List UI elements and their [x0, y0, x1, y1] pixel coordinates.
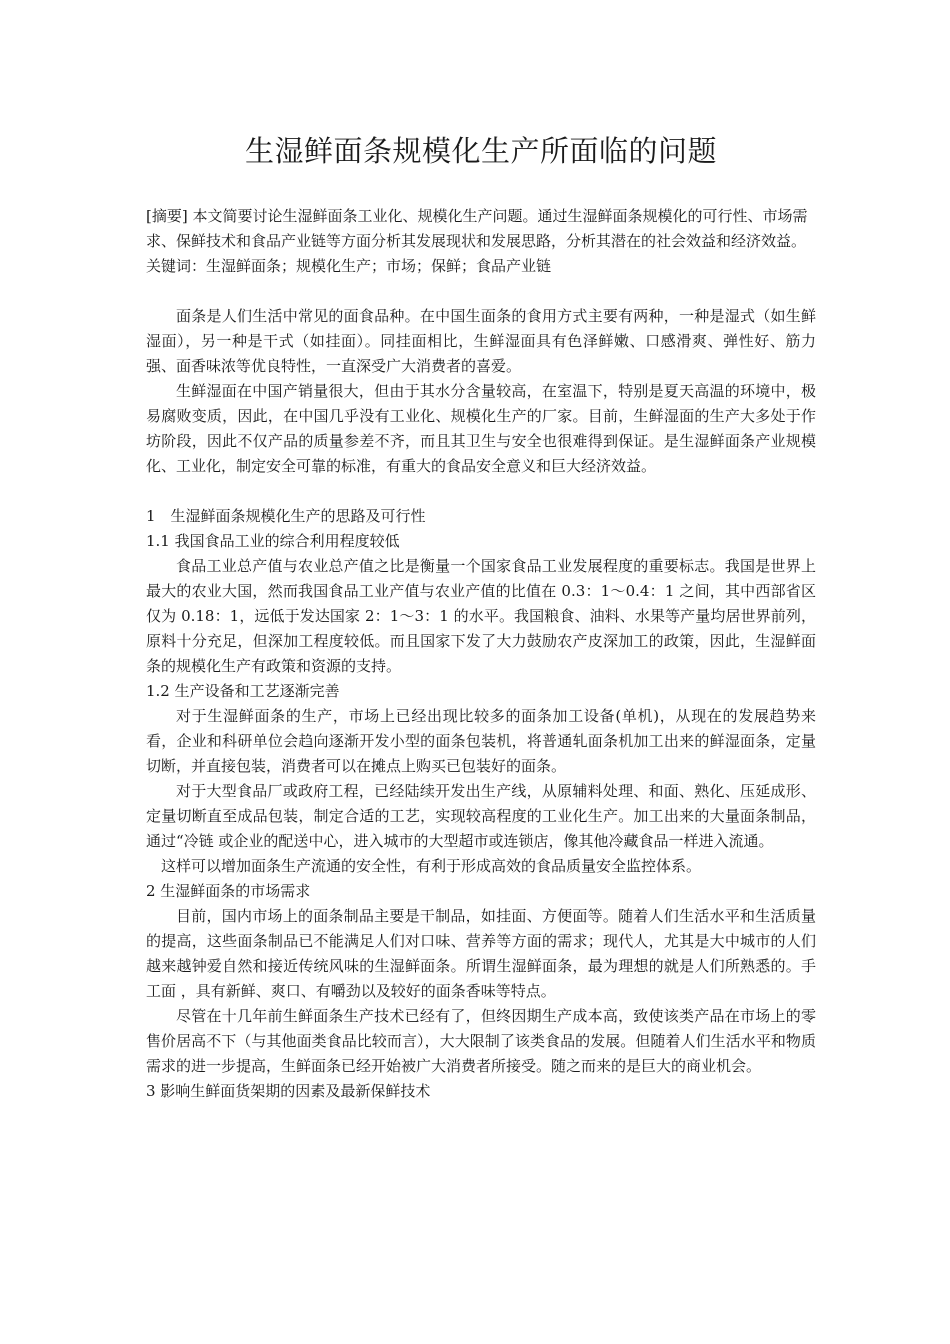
section-1-2-closing: 这样可以增加面条生产流通的安全性，有利于形成高效的食品质量安全监控体系。	[161, 857, 702, 875]
intro-paragraph-1: 面条是人们生活中常见的面食品种。在中国生面条的食用方式主要有两种，一种是湿式（如生鲜湿面），另一种是干式（如挂面）。同挂面相比，生鲜湿面具有色泽鲜嫩、口感滑爽、弹性好、筋力强、面香味浓等优良特性，一直深受广大消费者的喜爱。	[146, 307, 816, 375]
section-2-paragraph-1: 目前，国内市场上的面条制品主要是干制品，如挂面、方便面等。随着人们生活水平和生活质量的提高，这些面条制品已不能满足人们对口味、营养等方面的需求；现代人，尤其是大中城市的人们越来越钟爱自然和接近传统风味的生湿鲜面条。所谓生湿鲜面条，最为理想的就是人们所熟悉的。手工面 ，具有新鲜、爽口、有嚼劲以及较好的面条香味等特点。	[146, 907, 816, 1000]
section-2-heading: 2 生湿鲜面条的市场需求	[146, 882, 311, 900]
section-3-heading: 3 影响生鲜面货架期的因素及最新保鲜技术	[146, 1082, 431, 1100]
section-spacer	[146, 479, 816, 504]
document-page	[146, 128, 816, 1104]
document-title: 生湿鲜面条规模化生产所面临的问题	[244, 134, 717, 168]
section-1-2-paragraph-1: 对于生湿鲜面条的生产，市场上已经出现比较多的面条加工设备(单机)，从现在的发展趋势来看，企业和科研单位会趋向逐渐开发小型的面条包装机，将普通轧面条机加工出来的鲜湿面条，定量切断，并直接包装，消费者可以在摊点上购买已包装好的面条。	[146, 707, 816, 775]
section-1-2-paragraph-2: 对于大型食品厂或政府工程，已经陆续开发出生产线，从原辅料处理、和面、熟化、压延成形、定量切断直至成品包装，制定合适的工艺，实现较高程度的工业化生产。加工出来的大量面条制品，通过“冷链 或企业的配送中心，进入城市的大型超市或连锁店，像其他冷藏食品一样进入流通。	[146, 782, 816, 850]
intro-paragraph-2: 生鲜湿面在中国产销量很大，但由于其水分含量较高，在室温下，特别是夏天高温的环境中，极易腐败变质，因此，在中国几乎没有工业化、规模化生产的厂家。目前，生鲜湿面的生产大多处于作坊阶段，因此不仅产品的质量参差不齐，而且其卫生与安全也很难得到保证。是生湿鲜面条产业规模化、工业化，制定安全可靠的标准，有重大的食品安全意义和巨大经济效益。	[146, 382, 816, 475]
section-2-paragraph-2: 尽管在十几年前生鲜面条生产技术已经有了，但终因期生产成本高，致使该类产品在市场上的零售价居高不下（与其他面类食品比较而言），大大限制了该类食品的发展。但随着人们生活水平和物质需求的进一步提高，生鲜面条已经开始被广大消费者所接受。随之而来的是巨大的商业机会。	[146, 1007, 816, 1075]
section-1-1-heading: 1.1 我国食品工业的综合利用程度较低	[146, 532, 400, 550]
abstract: [摘要] 本文简要讨论生湿鲜面条工业化、规模化生产问题。通过生湿鲜面条规模化的可行性、市场需求、保鲜技术和食品产业链等方面分析其发展现状和发展思路，分析其潜在的社会效益和经济效益。	[146, 207, 808, 250]
keywords: 关键词：生湿鲜面条；规模化生产；市场；保鲜；食品产业链	[146, 257, 552, 275]
section-1-1-paragraph: 食品工业总产值与农业总产值之比是衡量一个国家食品工业发展程度的重要标志。我国是世界上最大的农业大国，然而我国食品工业产值与农业产值的比值在 0.3：1～0.4：1 之间，其中西部省区仅为 0.18：1，远低于发达国家 2：1～3：1 的水平。我国粮食、油料、水果等产量均居世界前列，原料十分充足，但深加工程度较低。而且国家下发了大力鼓励农产皮深加工的政策，因此，生湿鲜面条的规模化生产有政策和资源的支持。	[146, 557, 816, 675]
section-1-heading: 1 生湿鲜面条规模化生产的思路及可行性	[146, 507, 426, 525]
section-1-2-heading: 1.2 生产设备和工艺逐渐完善	[146, 682, 340, 700]
